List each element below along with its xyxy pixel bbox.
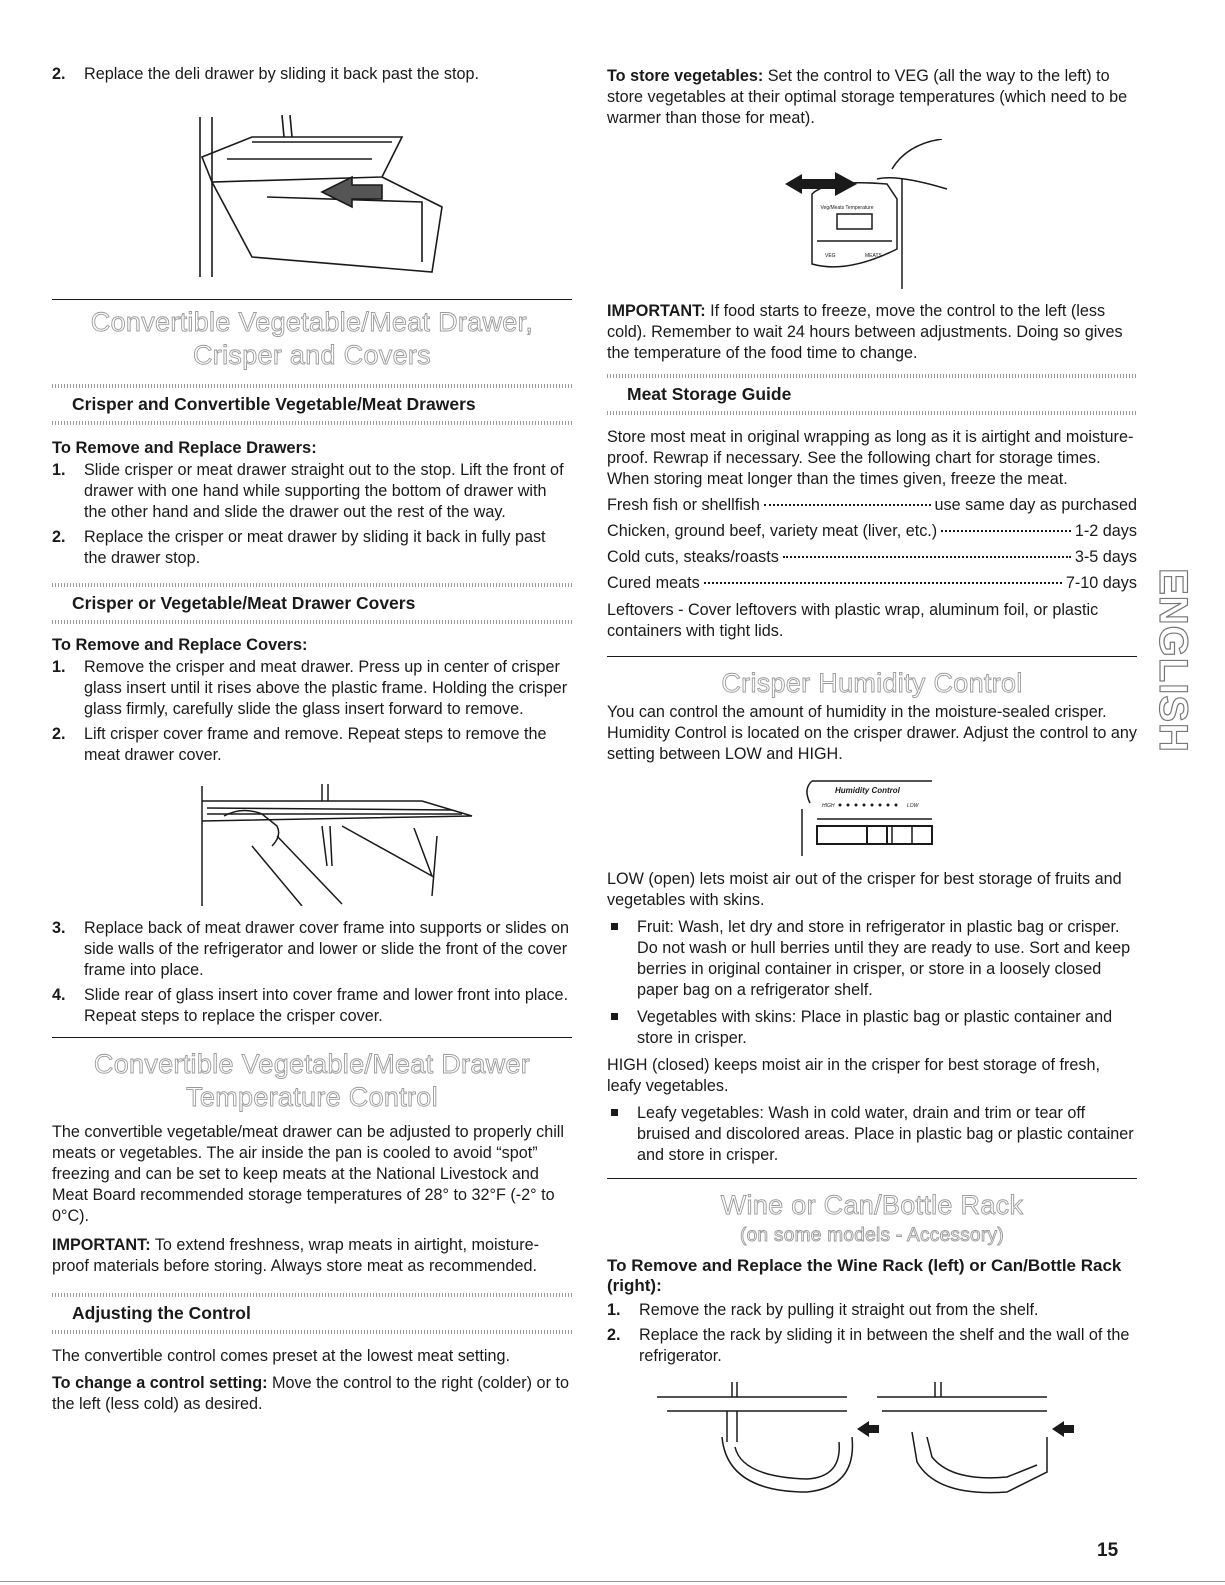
step-item	[607, 1300, 1137, 1321]
step-number: 3.	[52, 919, 66, 937]
step-number: 1.	[52, 658, 66, 676]
humidity-high-label: HIGH	[822, 803, 835, 809]
meat-duration: use same day as purchased	[934, 496, 1137, 514]
deli-step: 2. Replace the deli drawer by sliding it back past the stop.	[52, 65, 480, 83]
bullet-item	[607, 1007, 1137, 1049]
step-number: 4.	[52, 986, 66, 1004]
step-text: Slide rear of glass insert into cover frame and lower front into place. Repeat steps to replace the crisper cover.	[84, 986, 569, 1025]
dot-leader	[764, 504, 931, 506]
bullet-text: Fruit: Wash, let dry and store in refrigerator in plastic bag or crisper. Do not wash or hull berries until they are ready to use. Sort and keep berries in original container in crisper, or store in a loosely closed paper bag on a refrigerator shelf.	[637, 918, 1131, 999]
control-label: Veg/Meats Temperature	[820, 205, 874, 211]
step-number: 2.	[52, 725, 66, 743]
control-meats-label: MEATS	[865, 253, 882, 259]
step-text: Slide crisper or meat drawer straight out to the stop. Lift the front of drawer with one hand while supporting the bottom of drawer with the other hand and slide the drawer out the rest of the way.	[84, 461, 564, 521]
leftovers-paragraph: Leftovers - Cover leftovers with plastic wrap, aluminum foil, or plastic containers with tight lids.	[607, 601, 1099, 640]
meat-duration: 7-10 days	[1065, 574, 1137, 592]
left-column	[52, 0, 572, 1415]
step-number: 2.	[607, 1326, 621, 1344]
meat-item: Cured meats	[607, 574, 700, 592]
section-title-humidity: Crisper Humidity Control	[721, 668, 1023, 698]
subheading-drawers: Crisper and Convertible Vegetable/Meat Drawers	[72, 394, 476, 414]
dot-leader	[941, 530, 1071, 532]
language-side-tab: ENGLISH	[1150, 567, 1195, 753]
important-note-left: IMPORTANT: To extend freshness, wrap meats in airtight, moisture-proof materials before storing. Always store meat as recommended.	[52, 1236, 539, 1275]
right-column	[607, 0, 1137, 1507]
bullet-square-icon	[611, 1109, 618, 1116]
temperature-paragraph: The convertible vegetable/meat drawer can be adjusted to properly chill meats or vegetables. The air inside the pan is cooled to avoid “spot” freezing and can be set to keep meats at the National Livestock and Meat Board recommended storage temperatures of 28° to 32°F (-2° to 0°C).	[52, 1123, 564, 1225]
deli-step-list	[52, 64, 572, 85]
section-title-drawer: Convertible Vegetable/Meat Drawer, Crisper and Covers	[90, 307, 534, 370]
step-text: Replace back of meat drawer cover frame into supports or slides on side walls of the refrigerator and lower or slide the front of the cover frame into place.	[84, 919, 569, 979]
step-text: Replace the crisper or meat drawer by sliding it back in fully past the drawer stop.	[84, 528, 546, 567]
humidity-control-illustration	[607, 771, 1137, 861]
step-item	[607, 1325, 1137, 1367]
high-bullets	[607, 1103, 1137, 1166]
section-title-wine-rack: Wine or Can/Bottle Rack	[720, 1190, 1024, 1220]
meat-row	[607, 495, 1137, 516]
high-paragraph: HIGH (closed) keeps moist air in the crisper for best storage of fresh, leafy vegetables.	[607, 1056, 1101, 1095]
wine-rack-illustration	[607, 1377, 1137, 1507]
step-item	[52, 657, 572, 720]
covers-steps-b	[52, 918, 572, 1027]
bullet-square-icon	[611, 1013, 618, 1020]
step-item	[52, 918, 572, 981]
step-text: Remove the rack by pulling it straight out from the shelf.	[639, 1301, 1039, 1319]
covers-steps-a	[52, 657, 572, 766]
subheading-meat-storage: Meat Storage Guide	[627, 384, 792, 404]
meat-item: Chicken, ground beef, variety meat (liver, etc.)	[607, 522, 938, 540]
bullet-item	[607, 1103, 1137, 1166]
dot-leader	[783, 556, 1071, 558]
bullet-square-icon	[611, 923, 618, 930]
meat-storage-table	[607, 495, 1137, 594]
meat-row	[607, 521, 1137, 542]
covers-heading: To Remove and Replace Covers:	[52, 636, 308, 654]
important-note-right: IMPORTANT: If food starts to freeze, move the control to the left (less cold). Remember to wait 24 hours between adjustments. Doing so gives the temperature of the food time to change.	[607, 302, 1123, 362]
drawers-steps	[52, 460, 572, 569]
humidity-paragraph: You can control the amount of humidity in the moisture-sealed crisper. Humidity Control is located on the crisper drawer. Adjust the control to any setting between LOW and HIGH.	[607, 703, 1137, 763]
subheading-covers: Crisper or Vegetable/Meat Drawer Covers	[72, 593, 416, 613]
step-item	[52, 724, 572, 766]
low-bullets	[607, 917, 1137, 1049]
humidity-label: Humidity Control	[835, 786, 900, 795]
step-text: Remove the crisper and meat drawer. Press up in center of crisper glass insert until it rises above the plastic frame. Holding the crisper glass firmly, carefully slide the glass insert forward to remove.	[84, 658, 568, 718]
meat-row	[607, 547, 1137, 568]
subheading-adjusting: Adjusting the Control	[72, 1303, 251, 1323]
step-number: 2.	[52, 528, 66, 546]
veg-meat-control-illustration	[607, 139, 1137, 289]
step-text: Replace the rack by sliding it in between the shelf and the wall of the refrigerator.	[639, 1326, 1130, 1365]
meat-duration: 3-5 days	[1074, 548, 1137, 566]
wine-rack-steps	[607, 1300, 1137, 1367]
dot-leader	[704, 582, 1062, 584]
deli-drawer-illustration	[52, 97, 572, 277]
control-veg-label: VEG	[825, 253, 836, 259]
wine-rack-heading: To Remove and Replace the Wine Rack (left) or Can/Bottle Rack (right):	[607, 1256, 1122, 1295]
meat-duration: 1-2 days	[1074, 522, 1137, 540]
wine-rack-subtitle: (on some models - Accessory)	[740, 1225, 1004, 1246]
cover-frame-illustration	[52, 776, 572, 906]
store-vegetables-paragraph: To store vegetables: Set the control to VEG (all the way to the left) to store vegetables at their optimal storage temperatures (which need to be warmer than those for meat).	[607, 67, 1128, 127]
meat-item: Fresh fish or shellfish	[607, 496, 760, 514]
meat-paragraph: Store most meat in original wrapping as long as it is airtight and moisture-proof. Rewrap if necessary. See the following chart for storage times. When storing meat longer than the times given, freeze the meat.	[607, 428, 1134, 488]
step-item	[52, 527, 572, 569]
low-paragraph: LOW (open) lets moist air out of the crisper for best storage of fruits and vegetables with skins.	[607, 870, 1122, 909]
step-item	[52, 460, 572, 523]
humidity-low-label: LOW	[907, 803, 919, 809]
meat-item: Cold cuts, steaks/roasts	[607, 548, 779, 566]
step-text: Lift crisper cover frame and remove. Repeat steps to remove the meat drawer cover.	[84, 725, 547, 764]
step-number: 1.	[52, 461, 66, 479]
section-title-temperature: Convertible Vegetable/Meat Drawer Temperature Control	[93, 1049, 531, 1112]
change-setting-paragraph: To change a control setting: Move the control to the right (colder) or to the left (less cold) as desired.	[52, 1374, 569, 1413]
preset-paragraph: The convertible control comes preset at the lowest meat setting.	[52, 1347, 510, 1365]
bullet-text: Leafy vegetables: Wash in cold water, drain and trim or tear off bruised and discolored areas. Place in plastic bag or plastic container and store in crisper.	[637, 1104, 1134, 1164]
step-item	[52, 985, 572, 1027]
drawers-heading: To Remove and Replace Drawers:	[52, 439, 317, 457]
page-number: 15	[1097, 1540, 1119, 1561]
bullet-text: Vegetables with skins: Place in plastic bag or plastic container and store in crisper.	[637, 1008, 1113, 1047]
bullet-item	[607, 917, 1137, 1001]
humidity-dots	[839, 804, 898, 807]
step-number: 1.	[607, 1301, 621, 1319]
meat-row	[607, 573, 1137, 594]
